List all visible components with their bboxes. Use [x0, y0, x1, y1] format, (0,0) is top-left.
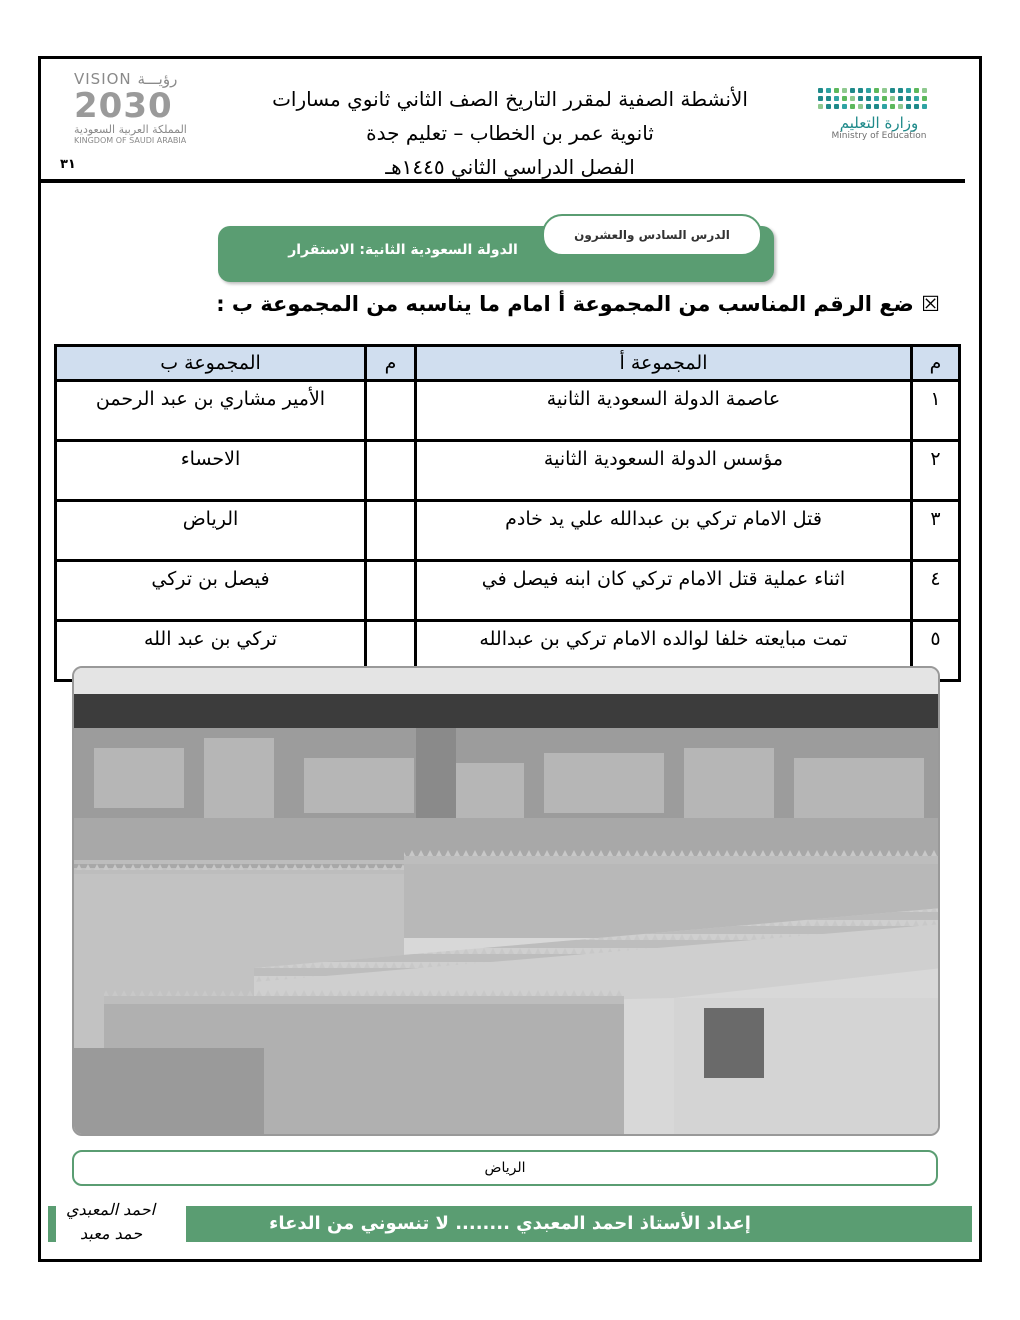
ministry-dot	[922, 104, 927, 109]
checkbox-icon: ☒	[921, 292, 940, 316]
vision-2030-logo	[74, 70, 200, 160]
ministry-dot	[890, 104, 895, 109]
group-a-item: تمت مبايعته خلفا لوالده الامام تركي بن عبدالله	[416, 621, 912, 681]
header-title-block	[230, 82, 790, 184]
page-number: ٣١	[60, 157, 76, 172]
ministry-dot	[906, 88, 911, 93]
ministry-dot	[842, 88, 847, 93]
ministry-dot	[890, 88, 895, 93]
ministry-dot	[842, 96, 847, 101]
header-line-1: الأنشطة الصفية لمقرر التاريخ الصف الثاني ثانوي مسارات	[272, 87, 748, 111]
signature-2: حمد معبد	[80, 1224, 143, 1243]
ministry-dot	[858, 96, 863, 101]
ministry-dot	[858, 104, 863, 109]
ministry-dot	[882, 104, 887, 109]
header-line-2: ثانوية عمر بن الخطاب – تعليم جدة	[366, 121, 654, 145]
table-row	[56, 441, 960, 501]
header-num-a: م	[912, 346, 960, 381]
ministry-logo-ar: وزارة التعليم	[839, 114, 919, 132]
matching-table	[54, 344, 961, 682]
instruction-text: ضع الرقم المناسب من المجموعة أ امام ما يناسبه من المجموعة ب :	[216, 292, 914, 316]
photo-illustration	[74, 668, 940, 1136]
header-group-b: المجموعة ب	[56, 346, 366, 381]
lesson-title: الدولة السعودية الثانية: الاستقرار	[288, 242, 518, 258]
table-row	[56, 381, 960, 441]
lesson-tab: الدرس السادس والعشرون	[542, 214, 762, 256]
ministry-dot	[914, 88, 919, 93]
ministry-logo-en: Ministry of Education	[831, 131, 927, 141]
header-line-3: الفصل الدراسي الثاني ١٤٤٥هـ	[385, 155, 635, 179]
ministry-dot	[818, 104, 823, 109]
ministry-dot	[922, 96, 927, 101]
answer-cell[interactable]	[366, 501, 416, 561]
ministry-dot	[882, 96, 887, 101]
ministry-dot	[834, 88, 839, 93]
header-group-a: المجموعة أ	[416, 346, 912, 381]
ministry-dot	[818, 96, 823, 101]
ministry-dot	[922, 88, 927, 93]
table-row	[56, 501, 960, 561]
ministry-dot	[882, 88, 887, 93]
row-num: ٢	[912, 441, 960, 501]
table-row	[56, 561, 960, 621]
ministry-logo	[818, 88, 940, 150]
ministry-dot	[874, 88, 879, 93]
vision-en-text: KINGDOM OF SAUDI ARABIA	[74, 136, 187, 145]
ministry-dot	[834, 96, 839, 101]
ministry-dot	[858, 88, 863, 93]
ministry-dot	[898, 104, 903, 109]
row-num: ٥	[912, 621, 960, 681]
vision-ar-text: المملكة العربية السعودية	[74, 123, 187, 136]
ministry-dot	[826, 88, 831, 93]
ministry-dot	[866, 96, 871, 101]
instruction	[216, 292, 940, 316]
group-b-item: الاحساء	[56, 441, 366, 501]
group-b-item: تركي بن عبد الله	[56, 621, 366, 681]
header-num-b: م	[366, 346, 416, 381]
vision-top-text: VISION رؤيـــة	[74, 70, 178, 88]
signature-1: احمد المعبدي	[66, 1200, 156, 1219]
ministry-dot	[866, 104, 871, 109]
ministry-dot	[826, 96, 831, 101]
group-a-item: اثناء عملية قتل الامام تركي كان ابنه فيصل في	[416, 561, 912, 621]
ministry-dot	[834, 104, 839, 109]
row-num: ٣	[912, 501, 960, 561]
ministry-dot	[874, 104, 879, 109]
footer-text: إعداد الأستاذ احمد المعبدي ........ لا تنسوني من الدعاء	[269, 1213, 751, 1234]
table-header-row	[56, 346, 960, 381]
row-num: ١	[912, 381, 960, 441]
ministry-dot	[818, 88, 823, 93]
group-a-item: عاصمة الدولة السعودية الثانية	[416, 381, 912, 441]
ministry-dot	[906, 104, 911, 109]
group-b-item: الرياض	[56, 501, 366, 561]
photo-caption: الرياض	[72, 1150, 938, 1186]
ministry-dot	[826, 104, 831, 109]
ministry-dot	[906, 96, 911, 101]
ministry-dot	[890, 96, 895, 101]
ministry-dot	[866, 88, 871, 93]
group-a-item: قتل الامام تركي بن عبدالله علي يد خادم	[416, 501, 912, 561]
ministry-dot	[914, 96, 919, 101]
ministry-dot	[914, 104, 919, 109]
ministry-dot	[842, 104, 847, 109]
ministry-dot	[898, 96, 903, 101]
ministry-dot	[898, 88, 903, 93]
ministry-dot	[850, 104, 855, 109]
group-b-item: فيصل بن تركي	[56, 561, 366, 621]
riyadh-historic-photo	[72, 666, 940, 1136]
ministry-dot	[850, 96, 855, 101]
ministry-dot	[874, 96, 879, 101]
vision-year: 2030	[74, 86, 173, 126]
row-num: ٤	[912, 561, 960, 621]
ministry-dot	[850, 88, 855, 93]
group-b-item: الأمير مشاري بن عبد الرحمن	[56, 381, 366, 441]
group-a-item: مؤسس الدولة السعودية الثانية	[416, 441, 912, 501]
answer-cell[interactable]	[366, 381, 416, 441]
ministry-logo-dots-icon	[818, 88, 940, 109]
answer-cell[interactable]	[366, 441, 416, 501]
answer-cell[interactable]	[366, 561, 416, 621]
